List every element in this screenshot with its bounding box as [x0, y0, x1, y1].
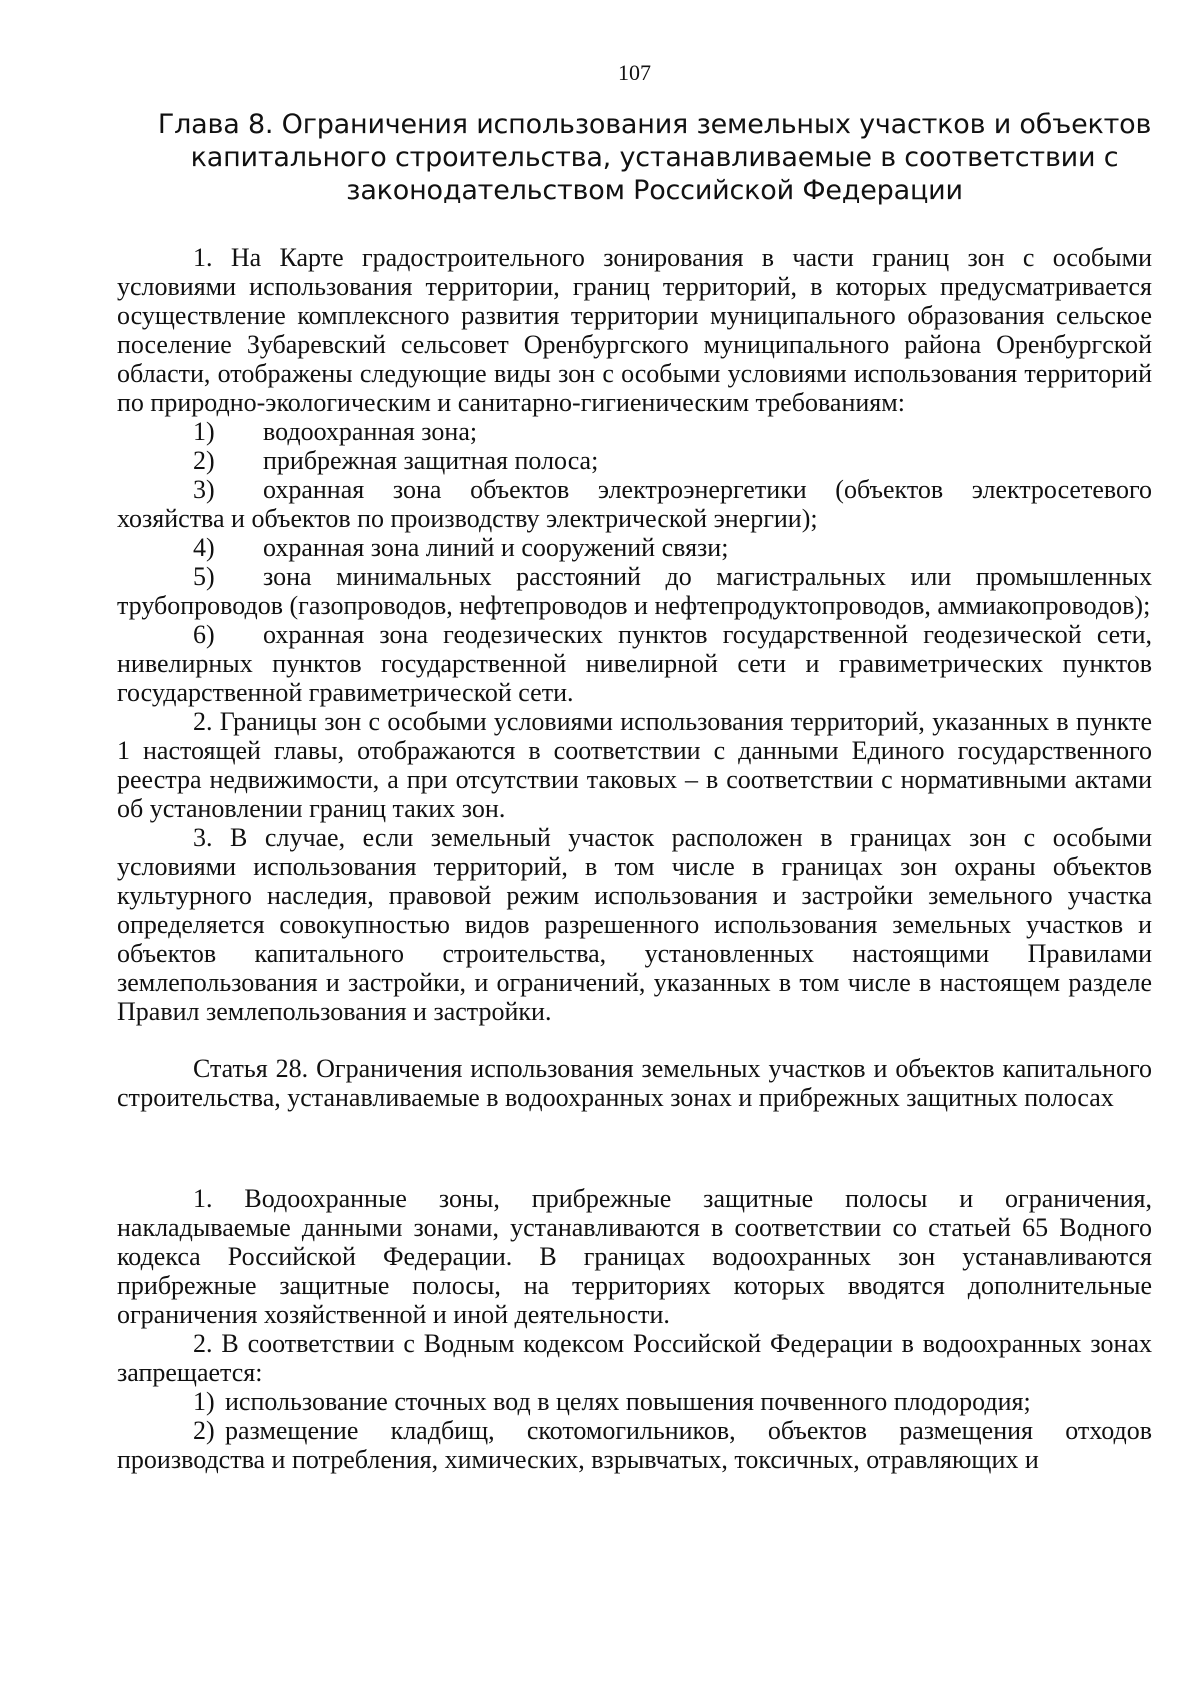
- document-body: [117, 243, 1152, 1474]
- list-item-text: охранная зона объектов электроэнергетики (объектов электросетевого хозяйства и объектов по производству электрической энергии);: [117, 475, 1152, 533]
- list-item-number: 4): [193, 533, 215, 562]
- section1-intro-paragraph: 1. На Карте градостроительного зонирования в части границ зон с особыми условиями использования территории, границ территорий, в которых предусматривается осуществление комплексного развития территории муниципального образования сельское поселение Зубаревский сельсовет Оренбургского муниципального района Оренбургской области, отображены следующие виды зон с особыми условиями использования территорий по природно-экологическим и санитарно-гигиеническим требованиям:: [117, 243, 1152, 417]
- chapter-title: Глава 8. Ограничения использования земельных участков и объектов капитального строительства, устанавливаемые в соответствии с законодательством Российской Федерации: [157, 109, 1152, 206]
- list-item: [117, 533, 1152, 562]
- list-item: [117, 417, 1152, 446]
- list-item-number: 6): [193, 620, 215, 649]
- list-item-number: 1): [193, 1387, 215, 1416]
- list-item-number: 3): [193, 475, 215, 504]
- list-item-number: 5): [193, 562, 215, 591]
- list-item-number: 2): [193, 1416, 215, 1445]
- document-page: [117, 60, 1152, 1474]
- spacer: [117, 1112, 1152, 1184]
- page-number: 107: [618, 60, 651, 85]
- section1-paragraph-2: 2. Границы зон с особыми условиями использования территорий, указанных в пункте 1 настоящей главы, отображаются в соответствии с данными Единого государственного реестра недвижимости, а при отсутствии таковых – в соответствии с нормативными актами об установлении границ таких зон.: [117, 707, 1152, 823]
- article-paragraph-1: 1. Водоохранные зоны, прибрежные защитные полосы и ограничения, накладываемые данными зонами, устанавливаются в соответствии со статьей 65 Водного кодекса Российской Федерации. В границах водоохранных зон устанавливаются прибрежные защитные полосы, на территориях которых вводятся дополнительные ограничения хозяйственной и иной деятельности.: [117, 1184, 1152, 1329]
- section1-paragraph-3: 3. В случае, если земельный участок расположен в границах зон с особыми условиями использования территорий, в том числе в границах зон охраны объектов культурного наследия, правовой режим использования и застройки земельного участка определяется совокупностью видов разрешенного использования земельных участков и объектов капитального строительства, установленных настоящими Правилами землепользования и застройки, и ограничений, указанных в том числе в настоящем разделе Правил землепользования и застройки.: [117, 823, 1152, 1026]
- list-item-text: размещение кладбищ, скотомогильников, объектов размещения отходов производства и потребления, химических, взрывчатых, токсичных, отравляющих и: [117, 1416, 1152, 1474]
- list-item-text: охранная зона геодезических пунктов государственной геодезической сети, нивелирных пунктов государственной нивелирной сети и гравиметрических пунктов государственной гравиметрической сети.: [117, 620, 1152, 707]
- list-item-text: водоохранная зона;: [263, 417, 478, 446]
- list-item: [117, 620, 1152, 707]
- list-item-text: охранная зона линий и сооружений связи;: [263, 533, 729, 562]
- list-item: [117, 1416, 1152, 1474]
- article-title: Статья 28. Ограничения использования земельных участков и объектов капитального строительства, устанавливаемые в водоохранных зонах и прибрежных защитных полосах: [117, 1054, 1152, 1112]
- list-item: [117, 562, 1152, 620]
- list-item-text: использование сточных вод в целях повышения почвенного плодородия;: [225, 1387, 1031, 1416]
- list-item: [117, 1387, 1152, 1416]
- article-paragraph-2: 2. В соответствии с Водным кодексом Российской Федерации в водоохранных зонах запрещается:: [117, 1329, 1152, 1387]
- list-item-text: зона минимальных расстояний до магистральных или промышленных трубопроводов (газопроводов, нефтепроводов и нефтепродуктопроводов, аммиакопроводов);: [117, 562, 1152, 620]
- list-item-number: 1): [193, 417, 215, 446]
- list-item-number: 2): [193, 446, 215, 475]
- list-item-text: прибрежная защитная полоса;: [263, 446, 599, 475]
- list-item: [117, 446, 1152, 475]
- list-item: [117, 475, 1152, 533]
